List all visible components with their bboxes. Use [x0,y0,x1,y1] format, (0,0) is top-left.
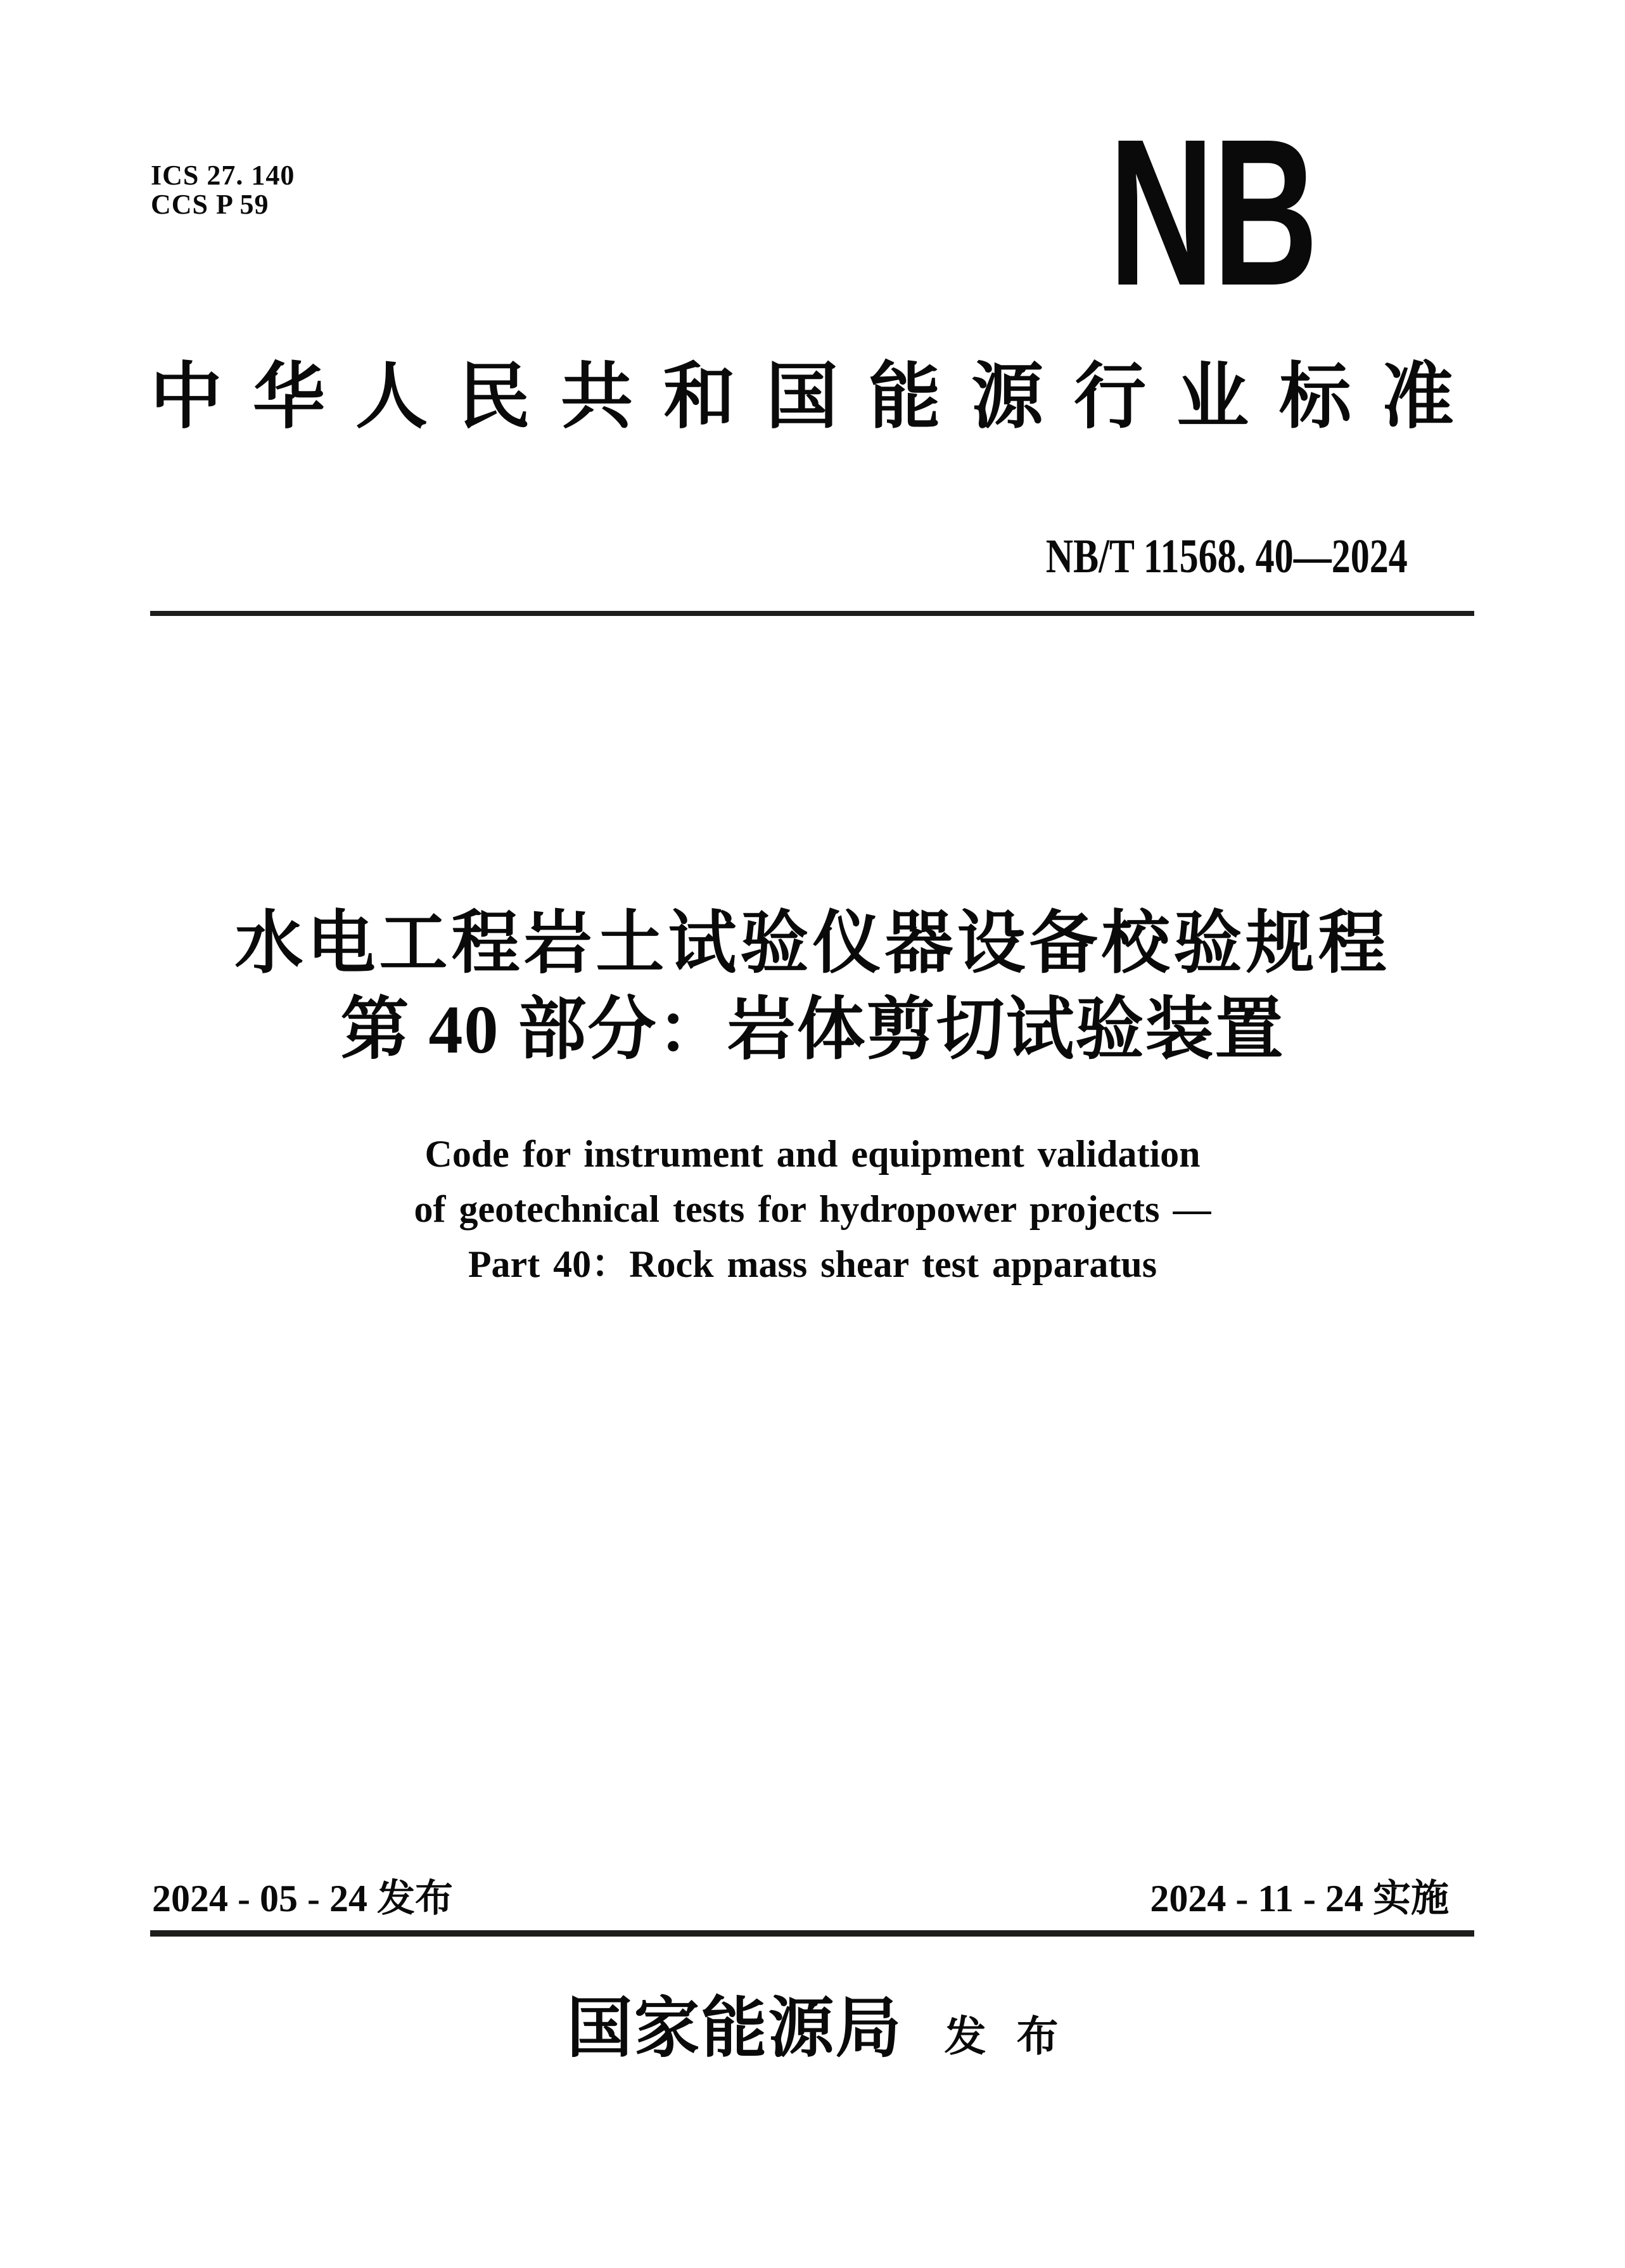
standard-number: NB/T 11568. 40—2024 [1045,530,1408,583]
classification-codes [151,161,295,219]
issue-date: 2024 - 05 - 24 发布 [152,1878,453,1919]
publisher-name: 国家能源局 [566,1992,903,2065]
publish-label: 发布 [944,2014,1089,2060]
ics-code: ICS 27. 140 [151,160,295,191]
publisher-row [0,1992,1625,2065]
implementation-date: 2024 - 11 - 24 实施 [1150,1878,1449,1919]
nb-logo: NB [1109,95,1317,329]
footer-divider-rule [150,1930,1474,1937]
title-en-line3: Part 40：Rock mass shear test apparatus [468,1243,1157,1285]
dates-row [152,1880,1449,1918]
title-cn-line1: 水电工程岩土试验仪器设备校验规程 [234,906,1391,982]
ccs-code: CCS P 59 [151,189,269,220]
title-cn-line2: 第 40 部分：岩体剪切试验装置 [340,992,1285,1068]
title-en-line1: Code for instrument and equipment validation [424,1133,1201,1175]
header-divider-rule [150,611,1474,616]
standard-category-heading: 中华人民共和国能源行业标准 [150,357,1485,437]
title-en-line2: of geotechnical tests for hydropower projects — [414,1188,1211,1230]
title-en [0,1127,1625,1292]
